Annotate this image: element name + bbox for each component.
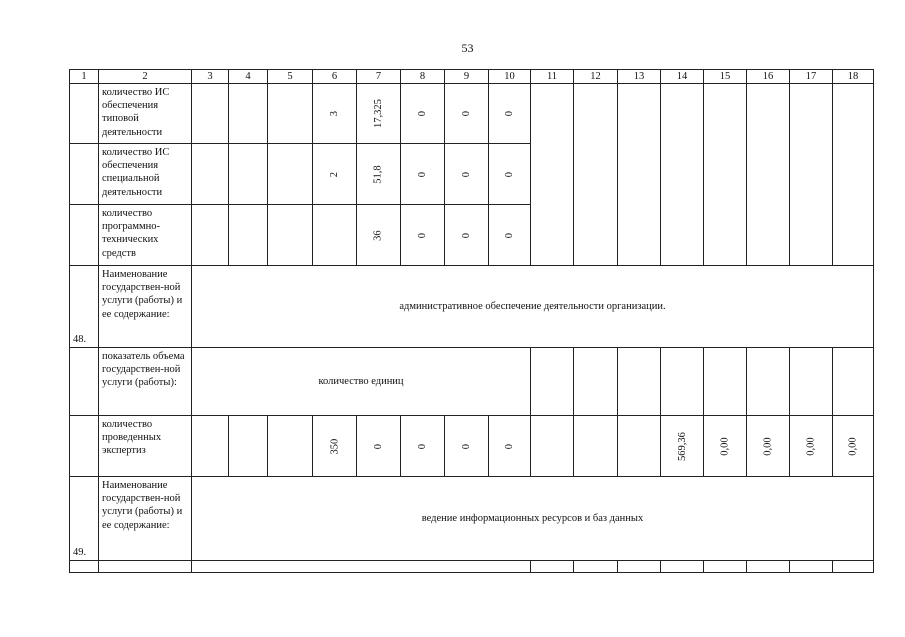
table-row bbox=[70, 266, 874, 348]
table-cell bbox=[618, 561, 661, 573]
table-cell bbox=[401, 84, 445, 144]
table-cell bbox=[268, 416, 313, 477]
table-cell bbox=[704, 561, 747, 573]
table-cell bbox=[313, 205, 357, 266]
table-cell bbox=[401, 416, 445, 477]
header-cell: 5 bbox=[268, 70, 313, 84]
table-cell bbox=[192, 144, 229, 205]
table-cell bbox=[445, 205, 489, 266]
table-cell bbox=[445, 416, 489, 477]
cell-value: 0 bbox=[416, 443, 428, 449]
table-cell bbox=[99, 561, 192, 573]
table-cell bbox=[790, 348, 833, 416]
header-cell: 7 bbox=[357, 70, 401, 84]
cell-value: 0 bbox=[460, 232, 472, 238]
table-cell bbox=[790, 84, 833, 266]
table-cell bbox=[313, 84, 357, 144]
row-description: Наименование государствен-ной услуги (работы) и ее содержание: bbox=[99, 477, 192, 561]
cell-value: 0 bbox=[503, 443, 515, 449]
table-cell bbox=[313, 416, 357, 477]
cell-value: 0 bbox=[416, 111, 428, 117]
cell-value: 3 bbox=[328, 111, 340, 117]
table-cell bbox=[618, 84, 661, 266]
table-cell bbox=[229, 416, 268, 477]
table-cell bbox=[229, 84, 268, 144]
header-cell: 18 bbox=[833, 70, 874, 84]
table-row bbox=[70, 561, 874, 573]
header-cell: 16 bbox=[747, 70, 790, 84]
cell-value: 0 bbox=[503, 111, 515, 117]
table-cell bbox=[192, 205, 229, 266]
cell-value: 51,8 bbox=[372, 164, 384, 184]
header-cell: 11 bbox=[531, 70, 574, 84]
header-cell: 17 bbox=[790, 70, 833, 84]
cell-value: 0 bbox=[416, 171, 428, 177]
cell-value: 569,36 bbox=[676, 431, 688, 461]
table-cell bbox=[401, 205, 445, 266]
table-cell bbox=[833, 84, 874, 266]
table-cell bbox=[70, 416, 99, 477]
table-cell bbox=[790, 561, 833, 573]
row-description: количество программно-технических средств bbox=[99, 205, 192, 266]
unit-label: количество единиц bbox=[192, 348, 531, 416]
header-cell: 12 bbox=[574, 70, 618, 84]
table-cell bbox=[70, 561, 99, 573]
row-description: количество проведенных экспертиз bbox=[99, 416, 192, 477]
table-cell bbox=[489, 84, 531, 144]
table-cell bbox=[661, 561, 704, 573]
table-cell bbox=[833, 348, 874, 416]
row-description: количество ИС обеспечения специальной деятельности bbox=[99, 144, 192, 205]
table-cell bbox=[574, 84, 618, 266]
cell-value: 0 bbox=[372, 443, 384, 449]
table-cell bbox=[192, 84, 229, 144]
cell-value: 0,00 bbox=[805, 436, 817, 456]
cell-value: 0,00 bbox=[762, 436, 774, 456]
service-name: административное обеспечение деятельности организации. bbox=[192, 266, 874, 348]
table-cell bbox=[574, 561, 618, 573]
header-cell: 9 bbox=[445, 70, 489, 84]
table-cell bbox=[747, 416, 790, 477]
cell-value: 0 bbox=[460, 111, 472, 117]
table-cell bbox=[747, 84, 790, 266]
cell-value: 0 bbox=[416, 232, 428, 238]
table-cell bbox=[357, 84, 401, 144]
table-cell bbox=[357, 144, 401, 205]
data-table bbox=[69, 69, 874, 573]
table-cell bbox=[357, 205, 401, 266]
header-cell: 2 bbox=[99, 70, 192, 84]
table-cell bbox=[618, 348, 661, 416]
table-cell bbox=[229, 144, 268, 205]
cell-value: 350 bbox=[328, 438, 340, 454]
cell-value: 17,325 bbox=[372, 99, 384, 129]
table-row bbox=[70, 84, 874, 144]
table-cell bbox=[618, 416, 661, 477]
table-cell bbox=[704, 416, 747, 477]
header-cell: 13 bbox=[618, 70, 661, 84]
header-cell: 1 bbox=[70, 70, 99, 84]
table-cell bbox=[70, 84, 99, 144]
table-row bbox=[70, 416, 874, 477]
table-cell bbox=[531, 416, 574, 477]
table-cell bbox=[747, 348, 790, 416]
table-cell bbox=[531, 348, 574, 416]
cell-value: 0,00 bbox=[847, 436, 859, 456]
table-cell bbox=[833, 416, 874, 477]
header-cell: 4 bbox=[229, 70, 268, 84]
table-cell bbox=[268, 84, 313, 144]
table-cell bbox=[70, 348, 99, 416]
row-description: Наименование государствен-ной услуги (работы) и ее содержание: bbox=[99, 266, 192, 348]
header-cell: 14 bbox=[661, 70, 704, 84]
table-cell bbox=[489, 205, 531, 266]
table-cell bbox=[70, 205, 99, 266]
cell-value: 0 bbox=[460, 171, 472, 177]
table-cell bbox=[704, 84, 747, 266]
cell-value: 0 bbox=[503, 232, 515, 238]
table-cell bbox=[313, 144, 357, 205]
table-row bbox=[70, 477, 874, 561]
table-cell bbox=[445, 84, 489, 144]
table-cell bbox=[229, 205, 268, 266]
cell-value: 0 bbox=[460, 443, 472, 449]
cell-value: 0,00 bbox=[719, 436, 731, 456]
table-cell bbox=[401, 144, 445, 205]
table-cell bbox=[531, 561, 574, 573]
table-cell bbox=[489, 144, 531, 205]
row-description: количество ИС обеспечения типовой деятельности bbox=[99, 84, 192, 144]
table-cell bbox=[833, 561, 874, 573]
cell-value: 2 bbox=[328, 171, 340, 177]
header-cell: 8 bbox=[401, 70, 445, 84]
table-cell bbox=[661, 348, 704, 416]
table-cell bbox=[489, 416, 531, 477]
table-cell bbox=[661, 416, 704, 477]
table-cell bbox=[661, 84, 704, 266]
header-row bbox=[70, 70, 874, 84]
cell-value: 36 bbox=[372, 229, 384, 241]
header-cell: 6 bbox=[313, 70, 357, 84]
table-cell bbox=[790, 416, 833, 477]
table-cell bbox=[747, 561, 790, 573]
table-cell bbox=[445, 144, 489, 205]
table-cell bbox=[192, 561, 531, 573]
header-cell: 10 bbox=[489, 70, 531, 84]
row-number: 49. bbox=[70, 477, 99, 561]
row-description: показатель объема государствен-ной услуги (работы): bbox=[99, 348, 192, 416]
table-cell bbox=[531, 84, 574, 266]
service-name: ведение информационных ресурсов и баз данных bbox=[192, 477, 874, 561]
table-cell bbox=[192, 416, 229, 477]
table-row bbox=[70, 348, 874, 416]
table-cell bbox=[357, 416, 401, 477]
row-number: 48. bbox=[70, 266, 99, 348]
table-cell bbox=[574, 348, 618, 416]
table-cell bbox=[70, 144, 99, 205]
table-cell bbox=[268, 144, 313, 205]
cell-value: 0 bbox=[503, 171, 515, 177]
table-cell bbox=[704, 348, 747, 416]
table-cell bbox=[268, 205, 313, 266]
header-cell: 3 bbox=[192, 70, 229, 84]
table-cell bbox=[574, 416, 618, 477]
header-cell: 15 bbox=[704, 70, 747, 84]
page-number: 53 bbox=[461, 41, 474, 55]
